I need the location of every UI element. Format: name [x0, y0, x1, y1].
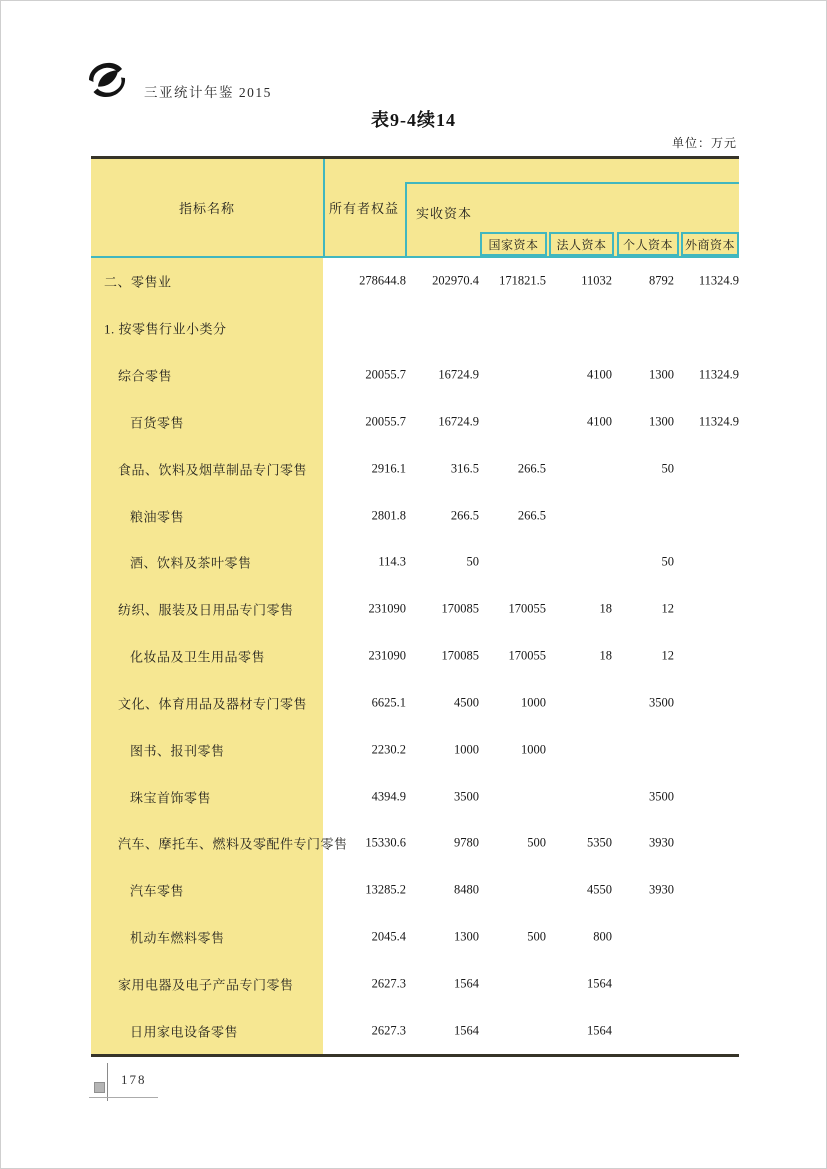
- cell-value: 500: [527, 929, 546, 944]
- cell-value: 5350: [587, 835, 612, 850]
- cell-value: 8792: [649, 273, 674, 288]
- cell-value: 20055.7: [365, 414, 406, 429]
- row-label: 百货零售: [130, 415, 185, 431]
- cell-value: 4550: [587, 882, 612, 897]
- table-row: [91, 445, 739, 492]
- cell-value: 2801.8: [371, 508, 406, 523]
- cell-value: 1000: [454, 742, 479, 757]
- row-label: 汽车零售: [130, 883, 185, 899]
- cell-value: 1300: [454, 929, 479, 944]
- cell-value: 3500: [454, 789, 479, 804]
- cell-value: 8480: [454, 882, 479, 897]
- cell-value: 9780: [454, 835, 479, 850]
- cell-value: 266.5: [450, 508, 479, 523]
- row-label: 机动车燃料零售: [130, 930, 225, 946]
- footer-square-icon: [94, 1082, 105, 1093]
- row-label: 日用家电设备零售: [130, 1024, 239, 1040]
- cell-value: 266.5: [517, 508, 546, 523]
- row-label: 化妆品及卫生用品零售: [130, 649, 266, 665]
- cell-value: 316.5: [450, 461, 479, 476]
- table-row: [91, 305, 739, 352]
- cell-value: 18: [599, 648, 612, 663]
- row-label: 二、零售业: [104, 274, 172, 290]
- cell-value: 3930: [649, 835, 674, 850]
- cell-value: 170085: [441, 601, 479, 616]
- table-row: [91, 633, 739, 680]
- cell-value: 170085: [441, 648, 479, 663]
- cell-value: 16724.9: [438, 414, 479, 429]
- cell-value: 11324.9: [698, 367, 739, 382]
- cell-value: 2230.2: [371, 742, 406, 757]
- cell-value: 1000: [521, 742, 546, 757]
- cell-value: 50: [466, 554, 479, 569]
- row-label: 酒、饮料及茶叶零售: [130, 555, 252, 571]
- cell-value: 1564: [587, 976, 612, 991]
- cell-value: 3500: [649, 695, 674, 710]
- cell-value: 202970.4: [432, 273, 479, 288]
- header-legal-person-capital: 法人资本: [549, 232, 614, 256]
- cell-value: 11324.9: [698, 414, 739, 429]
- table-row: [91, 867, 739, 914]
- cell-value: 15330.6: [365, 835, 406, 850]
- table-body: [91, 258, 739, 1054]
- cell-value: 11324.9: [698, 273, 739, 288]
- header-indicator: 指标名称: [178, 201, 235, 216]
- row-label: 家用电器及电子产品专门零售: [118, 977, 294, 993]
- table-row: [91, 960, 739, 1007]
- cell-value: 171821.5: [499, 273, 546, 288]
- cell-value: 20055.7: [365, 367, 406, 382]
- cell-value: 12: [661, 601, 674, 616]
- cell-value: 2627.3: [371, 976, 406, 991]
- cell-value: 2916.1: [371, 461, 406, 476]
- row-label: 1. 按零售行业小类分: [104, 321, 227, 337]
- row-label: 珠宝首饰零售: [130, 790, 212, 806]
- cell-value: 278644.8: [359, 273, 406, 288]
- table-row: [91, 586, 739, 633]
- row-label: 纺织、服装及日用品专门零售: [118, 602, 294, 618]
- footer-vertical-rule: [107, 1063, 108, 1101]
- row-label: 粮油零售: [130, 509, 185, 525]
- cell-value: 4100: [587, 367, 612, 382]
- table-row: [91, 820, 739, 867]
- table-row: [91, 679, 739, 726]
- table-row: [91, 258, 739, 305]
- cell-value: 6625.1: [371, 695, 406, 710]
- cell-value: 170055: [508, 601, 546, 616]
- page-number: 178: [121, 1072, 147, 1087]
- cell-value: 114.3: [378, 554, 406, 569]
- cell-value: 12: [661, 648, 674, 663]
- header-state-capital: 国家资本: [480, 232, 547, 256]
- table-row: [91, 914, 739, 961]
- row-label: 综合零售: [118, 368, 173, 384]
- page-title: 表9-4续14: [371, 110, 456, 130]
- table-header: [91, 156, 739, 258]
- table-row: [91, 726, 739, 773]
- cell-value: 170055: [508, 648, 546, 663]
- unit-label: 单位：万元: [671, 136, 737, 150]
- table-row: [91, 492, 739, 539]
- cell-value: 266.5: [517, 461, 546, 476]
- cell-value: 231090: [368, 601, 406, 616]
- table-row: [91, 1007, 739, 1054]
- cell-value: 1564: [587, 1023, 612, 1038]
- header-foreign-capital: 外商资本: [681, 232, 739, 256]
- header-paid-in-capital: 实收资本: [416, 206, 473, 221]
- header-personal-capital: 个人资本: [617, 232, 679, 256]
- table-row: [91, 773, 739, 820]
- cell-value: 4394.9: [371, 789, 406, 804]
- cell-value: 1300: [649, 414, 674, 429]
- row-label: 食品、饮料及烟草制品专门零售: [118, 462, 308, 478]
- cell-value: 50: [661, 554, 674, 569]
- cell-value: 231090: [368, 648, 406, 663]
- cell-value: 3930: [649, 882, 674, 897]
- table-bottom-rule: [91, 1054, 739, 1057]
- table-row: [91, 398, 739, 445]
- cell-value: 800: [593, 929, 612, 944]
- cell-value: 4100: [587, 414, 612, 429]
- cell-value: 1564: [454, 1023, 479, 1038]
- row-label: 文化、体育用品及器材专门零售: [118, 696, 308, 712]
- cell-value: 18: [599, 601, 612, 616]
- cell-value: 1300: [649, 367, 674, 382]
- cell-value: 1564: [454, 976, 479, 991]
- cell-value: 2045.4: [371, 929, 406, 944]
- yearbook-logo-icon: [85, 58, 129, 104]
- header-owner-equity: 所有者权益: [328, 201, 399, 216]
- cell-value: 13285.2: [365, 882, 406, 897]
- cell-value: 2627.3: [371, 1023, 406, 1038]
- yearbook-brand-text: 三亚统计年鉴 2015: [144, 85, 272, 100]
- table-row: [91, 352, 739, 399]
- cell-value: 4500: [454, 695, 479, 710]
- row-label: 图书、报刊零售: [130, 743, 225, 759]
- cell-value: 50: [661, 461, 674, 476]
- cell-value: 500: [527, 835, 546, 850]
- cell-value: 1000: [521, 695, 546, 710]
- cell-value: 16724.9: [438, 367, 479, 382]
- cell-value: 11032: [581, 273, 612, 288]
- footer-horizontal-rule: [89, 1097, 158, 1098]
- table-row: [91, 539, 739, 586]
- cell-value: 3500: [649, 789, 674, 804]
- row-label: 汽车、摩托车、燃料及零配件专门零售: [118, 836, 348, 852]
